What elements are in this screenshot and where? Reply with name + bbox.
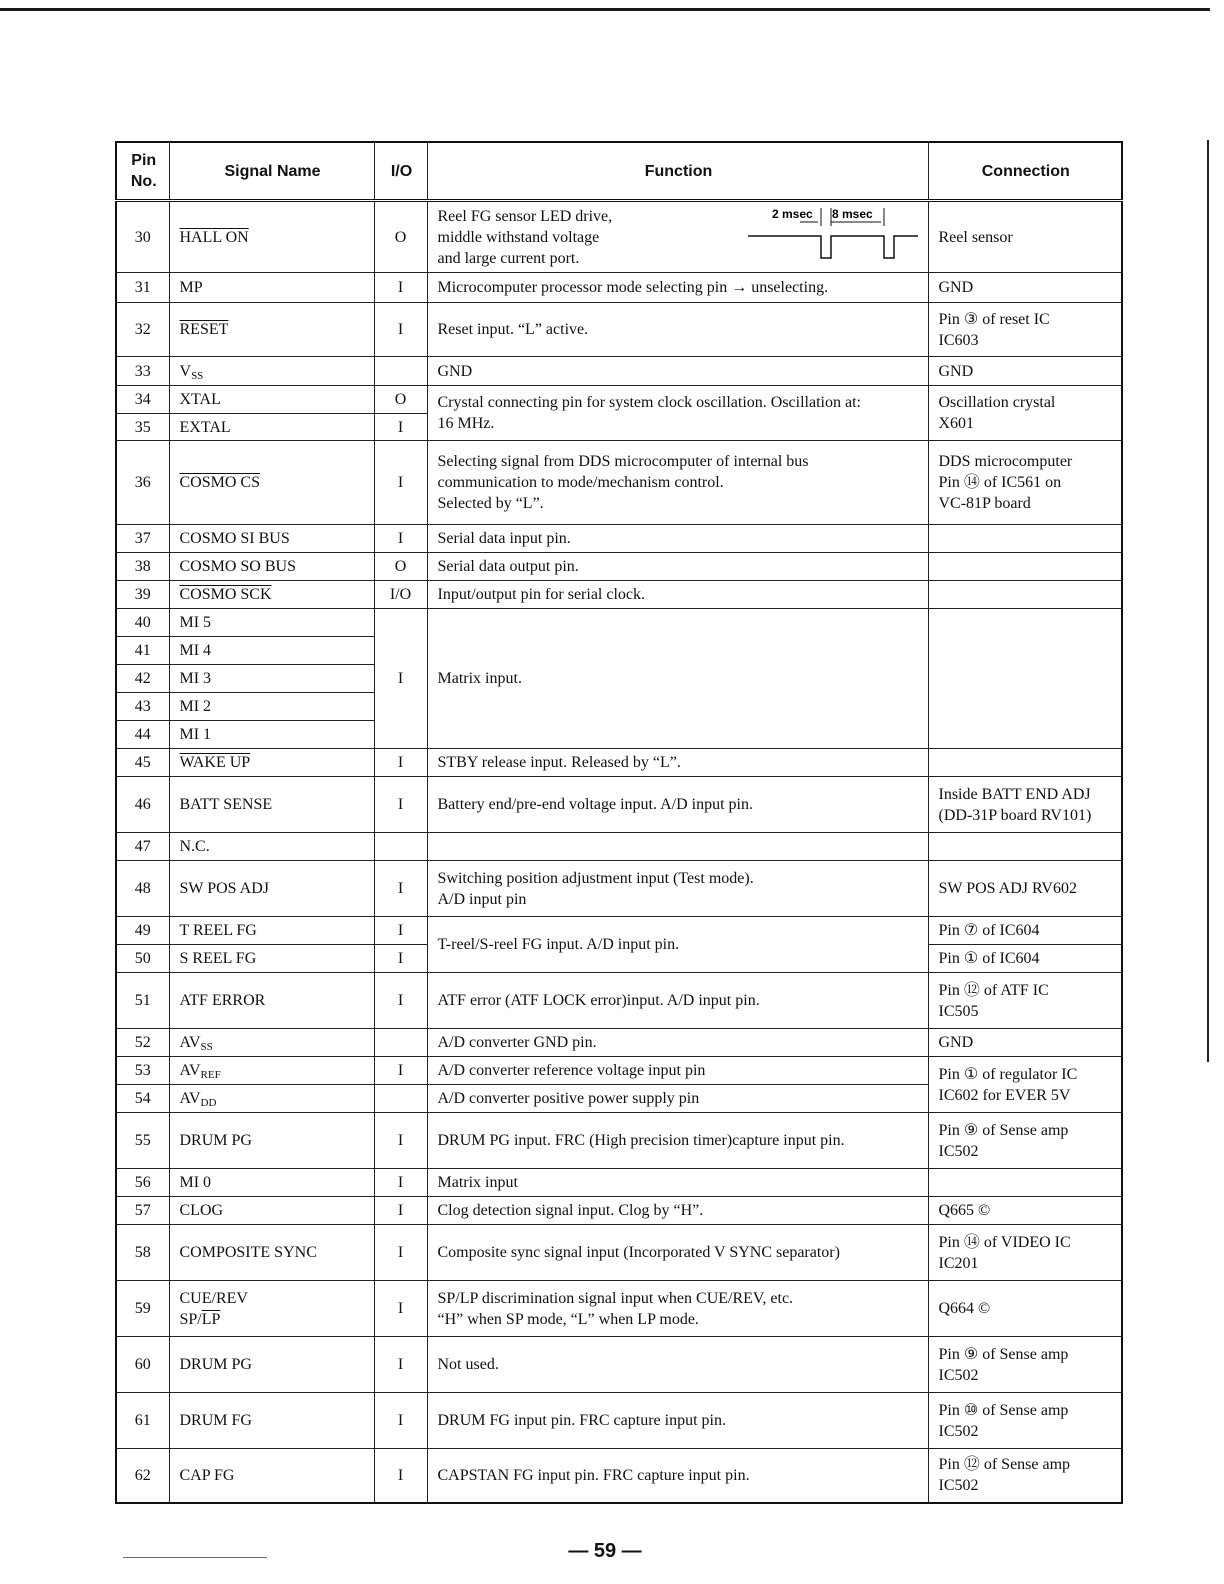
connection-line: IC603 <box>938 331 979 349</box>
table-row <box>116 1197 1122 1225</box>
connection-cell <box>928 777 1122 833</box>
connection-cell: Pin ① of IC604 <box>928 945 1122 973</box>
function-cell <box>427 833 928 861</box>
signal-label: V <box>179 362 192 380</box>
function-cell: DRUM PG input. FRC (High precision timer)capture input pin. <box>427 1113 928 1169</box>
signal-subscript: SS <box>200 1041 213 1053</box>
signal-name: MI 1 <box>169 721 374 749</box>
timing-waveform <box>700 204 920 270</box>
connection-line: (DD-31P board RV101) <box>938 806 1092 824</box>
signal-name: T REEL FG <box>169 917 374 945</box>
footer-link-line <box>123 1557 267 1558</box>
connection-line: Inside BATT END ADJ <box>938 785 1091 803</box>
pin-number: 60 <box>116 1337 169 1393</box>
table-row <box>116 777 1122 833</box>
table-row <box>116 1029 1122 1057</box>
pin-number: 51 <box>116 973 169 1029</box>
connection-line: IC505 <box>938 1002 979 1020</box>
signal-name: MI 2 <box>169 693 374 721</box>
pin-number: 49 <box>116 917 169 945</box>
io-type: I <box>374 917 427 945</box>
function-cell: T-reel/S-reel FG input. A/D input pin. <box>427 917 928 973</box>
connection-line: IC502 <box>938 1422 979 1440</box>
table-row <box>116 1225 1122 1281</box>
function-cell: ATF error (ATF LOCK error)input. A/D input pin. <box>427 973 928 1029</box>
signal-name <box>169 1085 374 1113</box>
io-type: I <box>374 525 427 553</box>
pin-number: 32 <box>116 303 169 357</box>
signal-name: CAP FG <box>169 1449 374 1503</box>
connection-line: Pin ⑨ of Sense amp <box>938 1121 1069 1139</box>
header-pin: Pin No. <box>116 142 169 201</box>
function-cell: Battery end/pre-end voltage input. A/D input pin. <box>427 777 928 833</box>
connection-cell: Q665 © <box>928 1197 1122 1225</box>
io-type: I <box>374 303 427 357</box>
signal-name <box>169 1281 374 1337</box>
signal-subscript: REF <box>200 1069 221 1081</box>
connection-cell <box>928 303 1122 357</box>
function-cell: Input/output pin for serial clock. <box>427 581 928 609</box>
function-cell: Matrix input. <box>427 609 928 749</box>
connection-line: Pin ① of regulator IC <box>938 1065 1078 1083</box>
io-type: I <box>374 1337 427 1393</box>
pin-number: 45 <box>116 749 169 777</box>
connection-cell <box>928 1113 1122 1169</box>
io-type: O <box>374 201 427 273</box>
connection-cell <box>928 833 1122 861</box>
io-type: I <box>374 1225 427 1281</box>
connection-line: Oscillation crystal <box>938 394 1056 411</box>
connection-cell: Reel sensor <box>928 201 1122 273</box>
signal-name: DRUM PG <box>169 1337 374 1393</box>
connection-cell: Pin ⑦ of IC604 <box>928 917 1122 945</box>
signal-name: MI 0 <box>169 1169 374 1197</box>
signal-label <box>180 1309 366 1330</box>
pin-number: 33 <box>116 357 169 386</box>
io-type: I <box>374 973 427 1029</box>
pin-number: 42 <box>116 665 169 693</box>
signal-part: SP/ <box>179 1310 202 1328</box>
table-row <box>116 1393 1122 1449</box>
signal-name: COSMO SI BUS <box>169 525 374 553</box>
connection-cell <box>928 386 1122 441</box>
function-line: and large current port. <box>437 249 580 267</box>
pin-number: 56 <box>116 1169 169 1197</box>
connection-line: X601 <box>938 415 975 432</box>
function-cell: A/D converter GND pin. <box>427 1029 928 1057</box>
function-cell: Serial data output pin. <box>427 553 928 581</box>
signal-name: MI 4 <box>169 637 374 665</box>
io-type: I <box>374 945 427 973</box>
function-line: Switching position adjustment input (Test mode). <box>437 869 754 887</box>
table-row <box>116 1337 1122 1393</box>
connection-cell <box>928 581 1122 609</box>
signal-name: MI 3 <box>169 665 374 693</box>
function-line: communication to mode/mechanism control. <box>437 474 724 491</box>
pin-number: 47 <box>116 833 169 861</box>
table-row <box>116 1449 1122 1503</box>
io-type: I <box>374 609 427 749</box>
table-row <box>116 609 1122 637</box>
connection-line: Pin ⑫ of ATF IC <box>938 981 1049 999</box>
pin-number: 61 <box>116 1393 169 1449</box>
function-cell: A/D converter reference voltage input pin <box>427 1057 928 1085</box>
io-type: I <box>374 1169 427 1197</box>
pin-number: 31 <box>116 273 169 303</box>
connection-line: IC201 <box>938 1254 979 1272</box>
io-type: I <box>374 1449 427 1503</box>
header-function: Function <box>427 142 928 201</box>
connection-line: Pin ⑭ of VIDEO IC <box>938 1233 1071 1251</box>
pin-number: 57 <box>116 1197 169 1225</box>
pin-number: 50 <box>116 945 169 973</box>
table-row <box>116 581 1122 609</box>
io-type: I <box>374 273 427 303</box>
connection-cell: GND <box>928 357 1122 386</box>
connection-line: Pin ③ of reset IC <box>938 310 1050 328</box>
signal-label: WAKE UP <box>179 754 251 771</box>
function-cell: CAPSTAN FG input pin. FRC capture input pin. <box>427 1449 928 1503</box>
timing-8msec: 8 msec <box>831 207 873 221</box>
table-row <box>116 861 1122 917</box>
table-row <box>116 441 1122 525</box>
signal-part: $\overline{LP}$ <box>201 1310 221 1328</box>
header-connection: Connection <box>928 142 1122 201</box>
pin-number: 37 <box>116 525 169 553</box>
table-row <box>116 917 1122 945</box>
connection-cell: GND <box>928 1029 1122 1057</box>
pin-number: 52 <box>116 1029 169 1057</box>
function-cell <box>427 441 928 525</box>
io-type: I <box>374 1393 427 1449</box>
io-type: I <box>374 1057 427 1085</box>
signal-name <box>169 1057 374 1085</box>
function-line: Selected by “L”. <box>437 495 544 512</box>
pin-number: 55 <box>116 1113 169 1169</box>
connection-line: VC-81P board <box>938 495 1031 512</box>
connection-line: IC502 <box>938 1477 979 1495</box>
signal-name: MI 5 <box>169 609 374 637</box>
connection-cell <box>928 609 1122 749</box>
signal-name <box>169 749 374 777</box>
pin-number: 58 <box>116 1225 169 1281</box>
io-type: I/O <box>374 581 427 609</box>
function-cell: Clog detection signal input. Clog by “H”. <box>427 1197 928 1225</box>
connection-cell <box>928 973 1122 1029</box>
pin-number: 36 <box>116 441 169 525</box>
pin-number: 38 <box>116 553 169 581</box>
function-cell: DRUM FG input pin. FRC capture input pin. <box>427 1393 928 1449</box>
pin-table <box>115 141 1123 1504</box>
connection-line: Pin ⑩ of Sense amp <box>938 1401 1069 1419</box>
connection-line: Pin ⑫ of Sense amp <box>938 1456 1071 1474</box>
signal-name: DRUM FG <box>169 1393 374 1449</box>
table-row <box>116 553 1122 581</box>
signal-name <box>169 581 374 609</box>
table-row <box>116 1169 1122 1197</box>
signal-name: DRUM PG <box>169 1113 374 1169</box>
function-line: 16 MHz. <box>437 415 495 432</box>
signal-name: COMPOSITE SYNC <box>169 1225 374 1281</box>
header-row <box>116 142 1122 201</box>
pin-number: 53 <box>116 1057 169 1085</box>
connection-cell <box>928 1449 1122 1503</box>
function-line: middle withstand voltage <box>437 228 600 246</box>
signal-name: S REEL FG <box>169 945 374 973</box>
function-cell: Reset input. “L” active. <box>427 303 928 357</box>
pin-number: 48 <box>116 861 169 917</box>
page-number: — 59 — <box>568 1540 642 1562</box>
io-type: I <box>374 441 427 525</box>
io-type: I <box>374 1197 427 1225</box>
header-io: I/O <box>374 142 427 201</box>
signal-name <box>169 1029 374 1057</box>
connection-line: DDS microcomputer <box>938 453 1073 470</box>
right-edge-mark <box>1207 140 1209 1062</box>
table-row <box>116 749 1122 777</box>
connection-cell <box>928 1337 1122 1393</box>
function-line: “H” when SP mode, “L” when LP mode. <box>437 1310 699 1328</box>
pin-number: 30 <box>116 201 169 273</box>
signal-name: ATF ERROR <box>169 973 374 1029</box>
function-cell: Serial data input pin. <box>427 525 928 553</box>
signal-label: AV <box>179 1090 201 1107</box>
pin-number: 59 <box>116 1281 169 1337</box>
pin-number: 34 <box>116 386 169 414</box>
signal-name: XTAL <box>169 386 374 414</box>
connection-cell <box>928 749 1122 777</box>
signal-name: CLOG <box>169 1197 374 1225</box>
connection-cell: SW POS ADJ RV602 <box>928 861 1122 917</box>
signal-name: COSMO SO BUS <box>169 553 374 581</box>
signal-subscript: DD <box>200 1097 217 1109</box>
io-type: O <box>374 553 427 581</box>
function-cell <box>427 386 928 441</box>
function-cell: Microcomputer processor mode selecting pin → unselecting. <box>427 273 928 303</box>
function-cell: Matrix input <box>427 1169 928 1197</box>
connection-line: Pin ⑨ of Sense amp <box>938 1345 1069 1363</box>
io-type <box>374 833 427 861</box>
function-cell: STBY release input. Released by “L”. <box>427 749 928 777</box>
signal-label: HALL ON <box>179 228 249 246</box>
io-type <box>374 1029 427 1057</box>
signal-label: CUE/REV <box>179 1289 248 1307</box>
pin-number: 35 <box>116 414 169 441</box>
function-line: Reel FG sensor LED drive, <box>437 207 613 225</box>
function-line: A/D input pin <box>437 890 527 908</box>
connection-cell <box>928 1169 1122 1197</box>
function-cell: GND <box>427 357 928 386</box>
function-line: SP/LP discrimination signal input when CUE/REV, etc. <box>437 1289 794 1307</box>
top-rule <box>0 8 1210 11</box>
table-row <box>116 1057 1122 1085</box>
signal-name <box>169 303 374 357</box>
connection-line: IC602 for EVER 5V <box>938 1086 1071 1104</box>
io-type: I <box>374 777 427 833</box>
connection-cell: Q664 © <box>928 1281 1122 1337</box>
table-row <box>116 973 1122 1029</box>
connection-cell <box>928 441 1122 525</box>
header-signal: Signal Name <box>169 142 374 201</box>
function-cell <box>427 1281 928 1337</box>
signal-subscript: SS <box>191 369 204 382</box>
pin-number: 46 <box>116 777 169 833</box>
signal-name: SW POS ADJ <box>169 861 374 917</box>
connection-cell <box>928 525 1122 553</box>
table-row <box>116 1113 1122 1169</box>
signal-name <box>169 201 374 273</box>
connection-cell <box>928 1393 1122 1449</box>
connection-line: IC502 <box>938 1142 979 1160</box>
table-row <box>116 357 1122 386</box>
signal-label: COSMO SCK <box>179 586 272 603</box>
table-row <box>116 1281 1122 1337</box>
pulse-waveform <box>748 236 918 258</box>
connection-cell: GND <box>928 273 1122 303</box>
function-cell: A/D converter positive power supply pin <box>427 1085 928 1113</box>
table-row <box>116 525 1122 553</box>
connection-line: Pin ⑭ of IC561 on <box>938 474 1062 491</box>
function-cell <box>427 201 928 273</box>
io-type: I <box>374 749 427 777</box>
function-line: Crystal connecting pin for system clock oscillation. Oscillation at: <box>437 394 861 411</box>
timing-2msec: 2 msec <box>771 207 813 221</box>
signal-label: AV <box>179 1034 201 1051</box>
table-row <box>116 833 1122 861</box>
io-type: I <box>374 1113 427 1169</box>
signal-name: EXTAL <box>169 414 374 441</box>
io-type <box>374 1085 427 1113</box>
function-cell: Composite sync signal input (Incorporated V SYNC separator) <box>427 1225 928 1281</box>
pin-number: 41 <box>116 637 169 665</box>
pin-number: 40 <box>116 609 169 637</box>
signal-name: N.C. <box>169 833 374 861</box>
io-type: I <box>374 414 427 441</box>
pin-number: 54 <box>116 1085 169 1113</box>
table-row <box>116 273 1122 303</box>
pin-number: 39 <box>116 581 169 609</box>
pin-number: 43 <box>116 693 169 721</box>
table-row <box>116 386 1122 414</box>
pin-number: 62 <box>116 1449 169 1503</box>
signal-name <box>169 441 374 525</box>
connection-cell <box>928 1225 1122 1281</box>
io-type: I <box>374 861 427 917</box>
signal-name: BATT SENSE <box>169 777 374 833</box>
function-line: Selecting signal from DDS microcomputer of internal bus <box>437 453 809 470</box>
connection-cell <box>928 553 1122 581</box>
pin-number: 44 <box>116 721 169 749</box>
signal-label: COSMO CS <box>179 474 260 491</box>
io-type <box>374 357 427 386</box>
function-cell <box>427 861 928 917</box>
signal-label: RESET <box>179 321 229 338</box>
connection-line: IC502 <box>938 1366 979 1384</box>
io-type: I <box>374 1281 427 1337</box>
table-row <box>116 201 1122 273</box>
table-row <box>116 303 1122 357</box>
signal-name: MP <box>169 273 374 303</box>
connection-cell <box>928 1057 1122 1113</box>
io-type: O <box>374 386 427 414</box>
signal-name <box>169 357 374 386</box>
function-cell: Not used. <box>427 1337 928 1393</box>
signal-label: AV <box>179 1062 201 1079</box>
